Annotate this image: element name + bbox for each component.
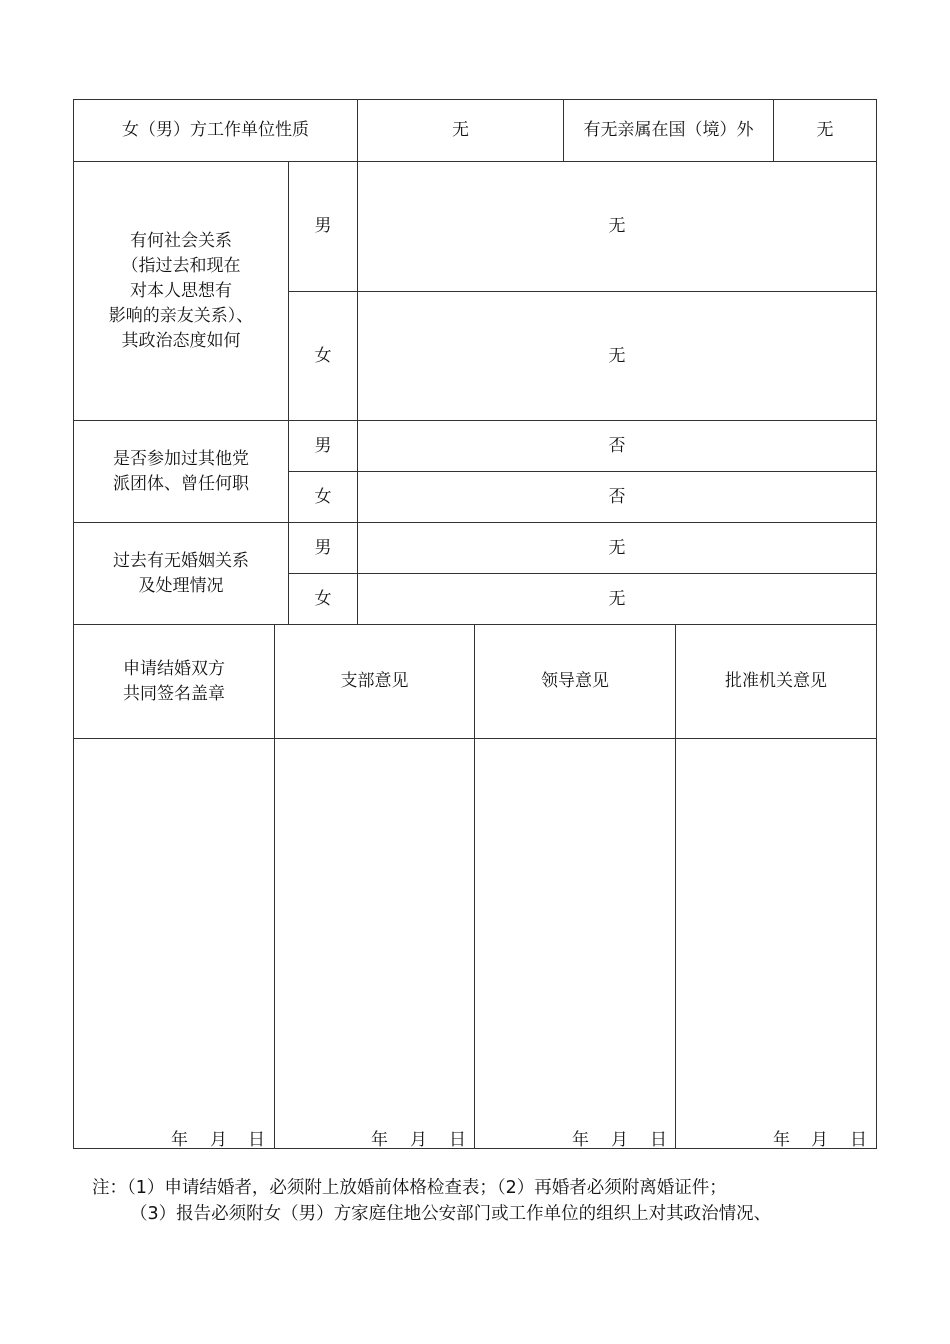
- date-month: 月: [811, 1130, 828, 1150]
- branch-opinion-area[interactable]: [275, 739, 474, 1119]
- marriage-female-label: 女: [314, 588, 332, 609]
- marriage-female-value: 无: [608, 588, 626, 609]
- party-label: 是否参加过其他党 派团体、曾任何职: [113, 448, 249, 494]
- date-month: 月: [210, 1130, 227, 1150]
- note-line-2: （3）报告必须附女（男）方家庭住地公安部门或工作单位的组织上对其政治情况、: [130, 1204, 772, 1224]
- social-male-label: 男: [314, 216, 332, 236]
- leader-opinion-header: 领导意见: [541, 671, 609, 691]
- date-month: 月: [410, 1130, 427, 1150]
- applicants-signature-area[interactable]: [74, 739, 274, 1119]
- date-year: 年: [572, 1130, 589, 1150]
- social-relations-label: 有何社会关系 （指过去和现在 对本人思想有 影响的亲友关系）、 其政治态度如何: [108, 230, 254, 351]
- authority-opinion-header: 批准机关意见: [725, 671, 827, 691]
- date-year: 年: [371, 1130, 388, 1150]
- leader-opinion-area[interactable]: [475, 739, 675, 1119]
- date-day: 日: [248, 1130, 265, 1150]
- party-male-value: 否: [608, 435, 626, 456]
- work-unit-label: 女（男）方工作单位性质: [122, 120, 309, 140]
- marriage-male-value: 无: [608, 537, 626, 558]
- date-day: 日: [650, 1130, 667, 1150]
- party-female-value: 否: [608, 486, 626, 507]
- date-month: 月: [611, 1130, 628, 1150]
- date-year: 年: [171, 1130, 188, 1150]
- social-male-value: 无: [608, 216, 626, 236]
- applicants-signature-header: 申请结婚双方 共同签名盖章: [123, 658, 225, 704]
- authority-opinion-area[interactable]: [676, 739, 876, 1119]
- social-female-value: 无: [608, 345, 626, 366]
- date-year: 年: [773, 1130, 790, 1150]
- relatives-abroad-value: 无: [816, 120, 834, 140]
- party-female-label: 女: [314, 486, 332, 507]
- branch-opinion-header: 支部意见: [340, 671, 409, 691]
- border-line: [876, 99, 877, 1149]
- relatives-abroad-label: 有无亲属在国（境）外: [583, 120, 754, 140]
- social-female-label: 女: [314, 345, 332, 366]
- marriage-history-label: 过去有无婚姻关系 及处理情况: [113, 550, 249, 596]
- party-male-label: 男: [314, 435, 332, 456]
- date-day: 日: [850, 1130, 867, 1150]
- marriage-male-label: 男: [314, 537, 332, 558]
- date-day: 日: [449, 1130, 466, 1150]
- border-line: [73, 1148, 877, 1149]
- note-line-1: 注：（1）申请结婚者，必须附上放婚前体格检查表；（2）再婚者必须附离婚证件；: [92, 1178, 727, 1198]
- work-unit-value: 无: [452, 120, 469, 140]
